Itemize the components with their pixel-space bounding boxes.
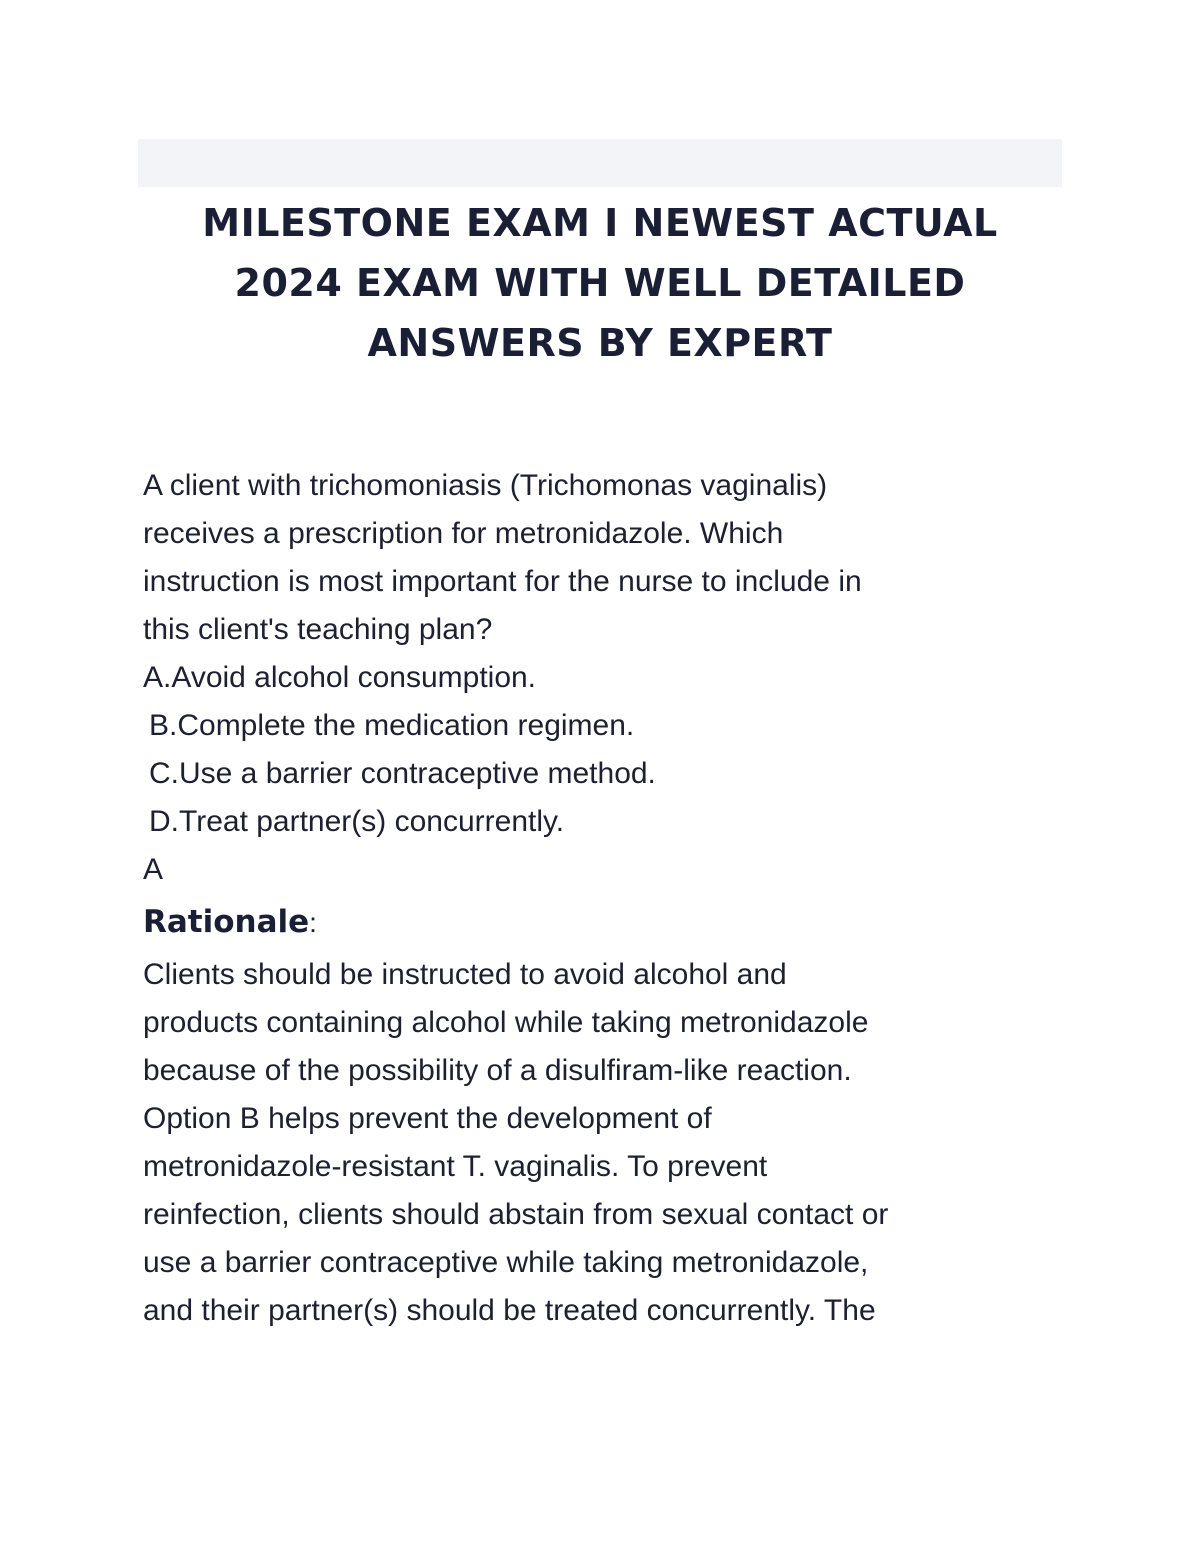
option-a: A.Avoid alcohol consumption.	[143, 661, 537, 694]
title-line: MILESTONE EXAM I NEWEST ACTUAL	[202, 201, 998, 245]
option-b: B.Complete the medication regimen.	[149, 709, 635, 742]
title-line: ANSWERS BY EXPERT	[367, 321, 833, 365]
rationale-heading	[143, 894, 1073, 951]
option-c: C.Use a barrier contraceptive method.	[149, 757, 656, 790]
rationale-heading-text: Rationale	[143, 904, 310, 940]
rationale-line: Option B helps prevent the development of	[143, 1102, 712, 1135]
rationale-line: products containing alcohol while taking metronidazole	[143, 1006, 869, 1039]
rationale-line: and their partner(s) should be treated concurrently. The	[143, 1294, 876, 1327]
answer-options	[143, 654, 1073, 846]
rationale-text	[143, 951, 1073, 1335]
document-body	[143, 462, 1073, 1335]
rationale-line: reinfection, clients should abstain from sexual contact or	[143, 1198, 889, 1231]
question-line: instruction is most important for the nurse to include in	[143, 565, 862, 598]
question-line: A client with trichomoniasis (Trichomonas vaginalis)	[143, 469, 828, 502]
rationale-line: use a barrier contraceptive while taking metronidazole,	[143, 1246, 869, 1279]
title-line: 2024 EXAM WITH WELL DETAILED	[234, 261, 966, 305]
rationale-line: metronidazole-resistant T. vaginalis. To prevent	[143, 1150, 768, 1183]
rationale-line: because of the possibility of a disulfiram-like reaction.	[143, 1054, 852, 1087]
document-title	[138, 193, 1062, 373]
rationale-colon: :	[309, 907, 317, 938]
option-d: D.Treat partner(s) concurrently.	[149, 805, 565, 838]
question-line: this client's teaching plan?	[143, 613, 493, 646]
question-text	[143, 462, 1073, 654]
header-band	[138, 139, 1062, 187]
correct-answer: A	[143, 853, 164, 886]
question-line: receives a prescription for metronidazole. Which	[143, 517, 784, 550]
rationale-line: Clients should be instructed to avoid alcohol and	[143, 958, 787, 991]
